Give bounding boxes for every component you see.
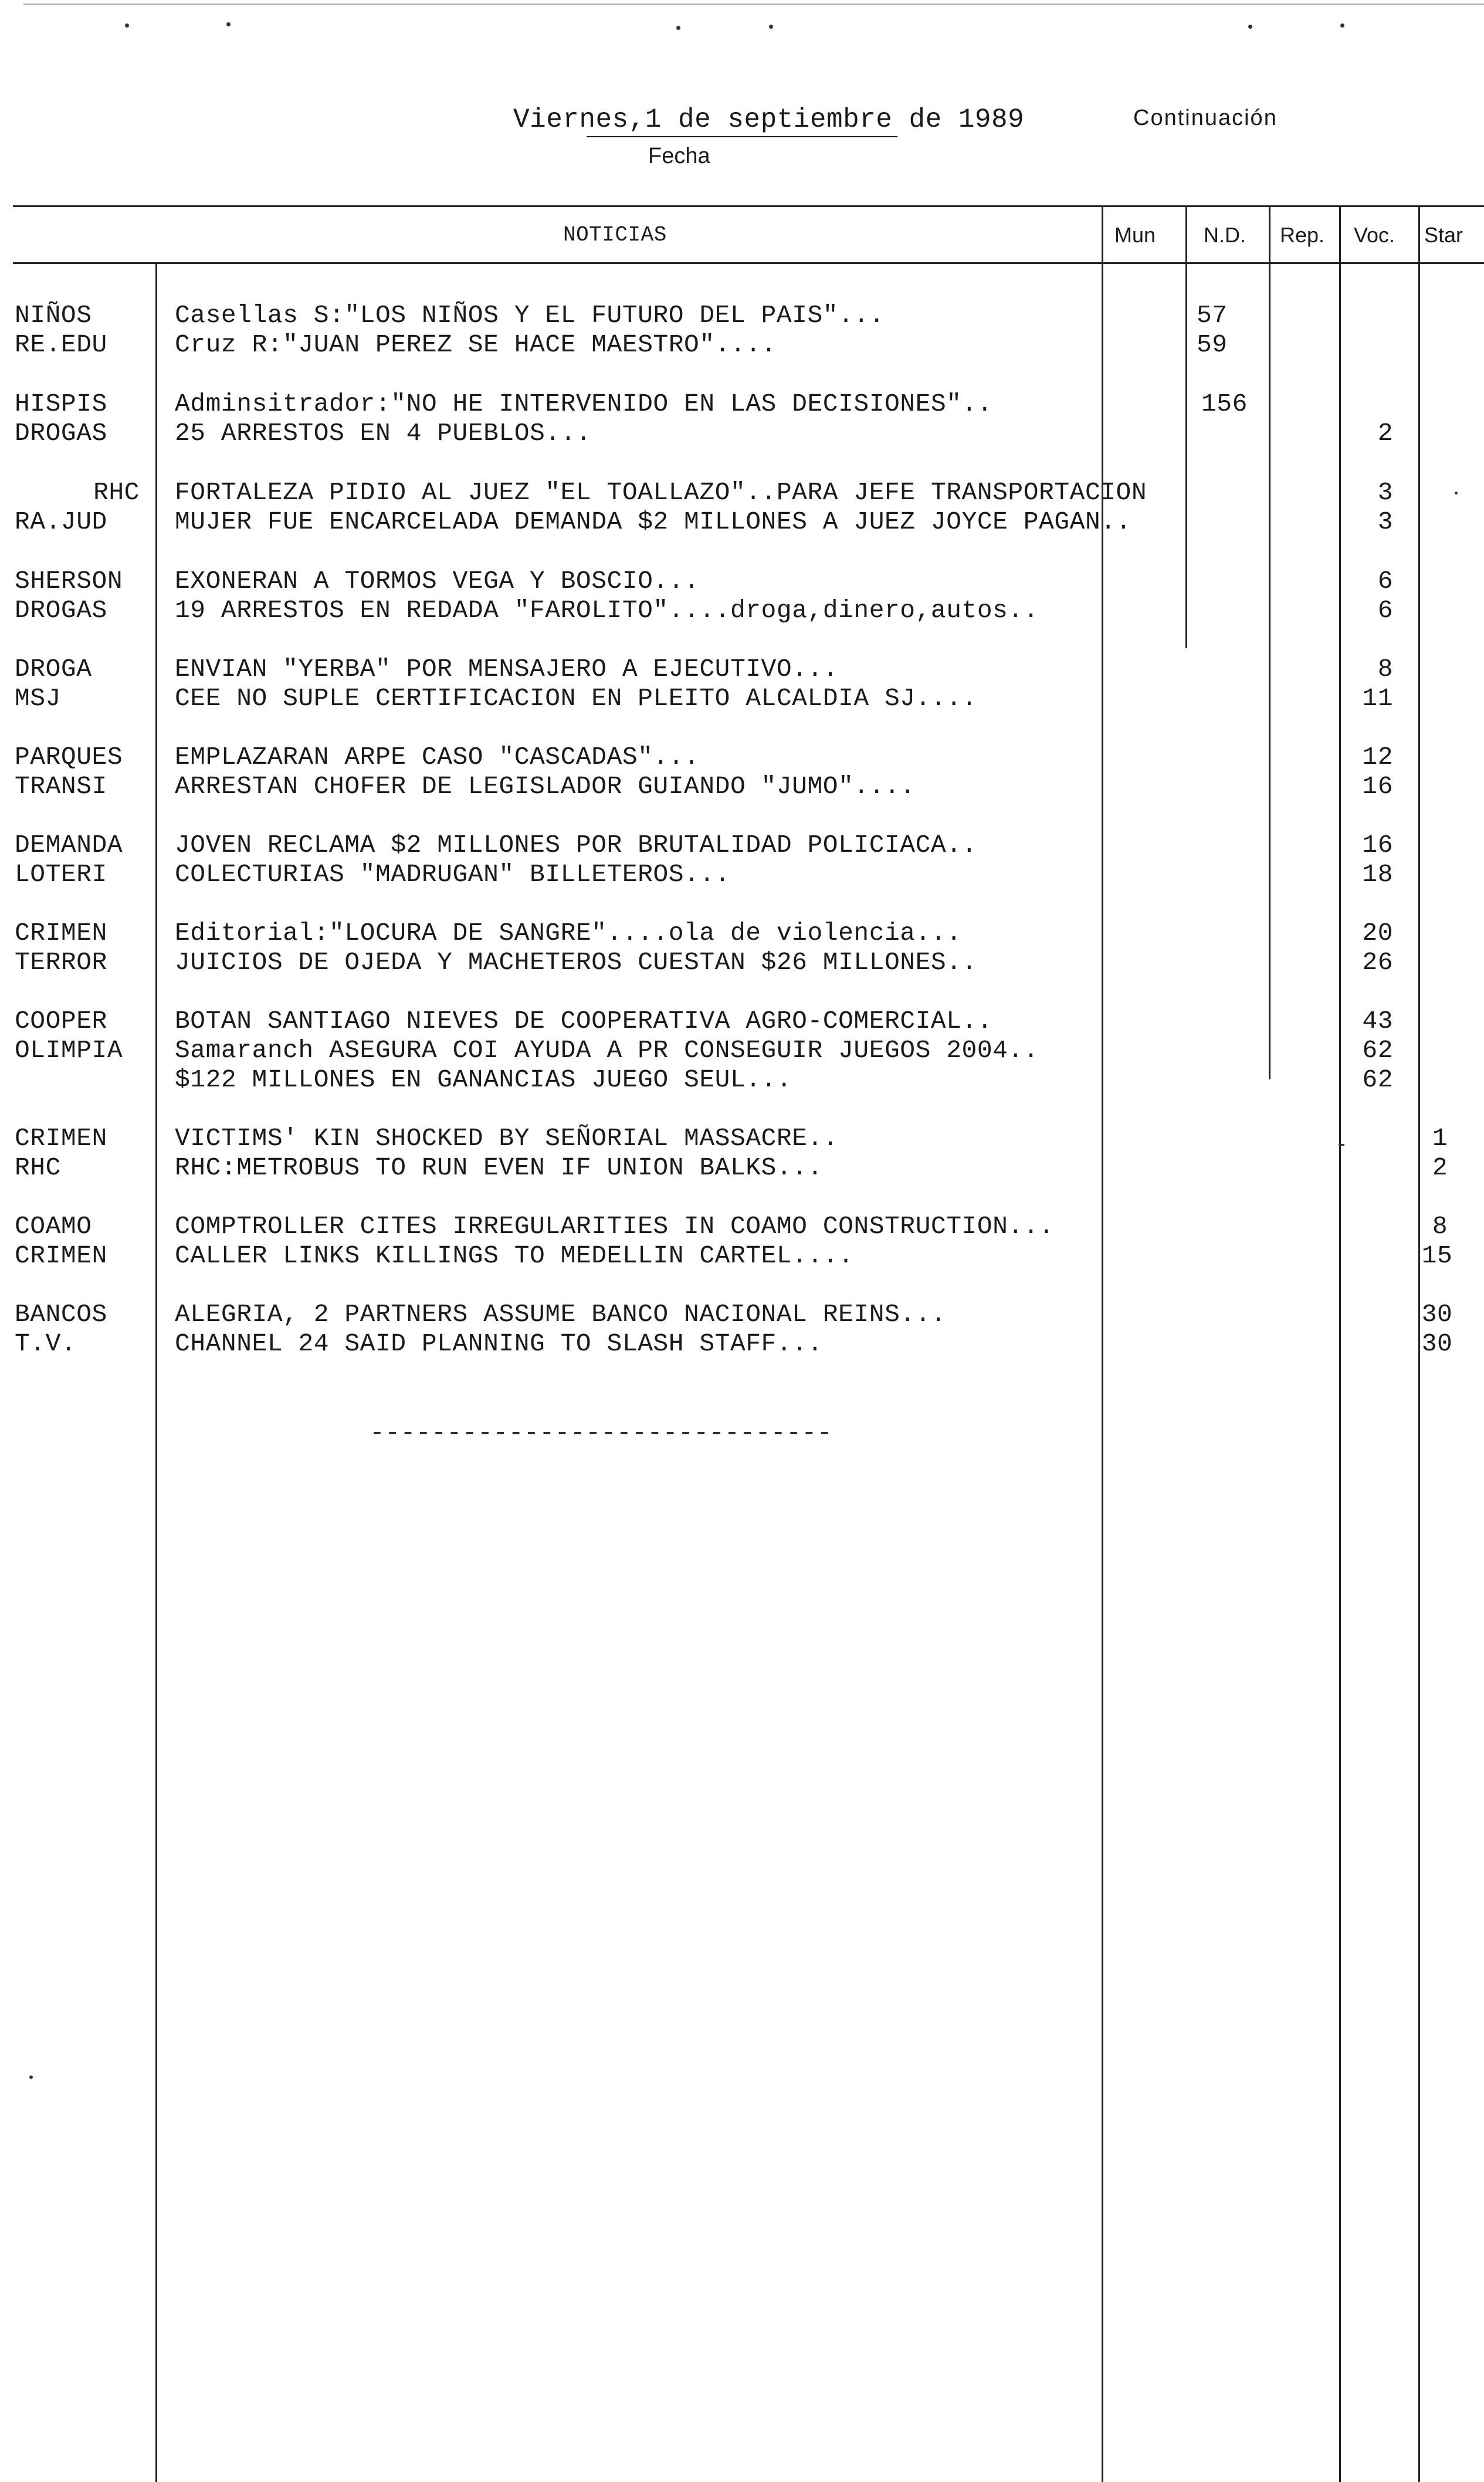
row-headline: Samaranch ASEGURA COI AYUDA A PR CONSEGUIR JUEGOS 2004..	[175, 1036, 1039, 1065]
row-nd-count: 57	[1197, 301, 1228, 330]
row-headline: VICTIMS' KIN SHOCKED BY SEÑORIAL MASSACRE..	[175, 1124, 839, 1153]
scan-mark	[676, 26, 680, 30]
header-rep: Rep.	[1280, 223, 1325, 247]
row-headline: $122 MILLONES EN GANANCIAS JUEGO SEUL...	[175, 1065, 792, 1094]
row-headline: ALEGRIA, 2 PARTNERS ASSUME BANCO NACIONAL REINS...	[175, 1300, 947, 1329]
row-headline: MUJER FUE ENCARCELADA DEMANDA $2 MILLONES A JUEZ JOYCE PAGAN..	[175, 507, 1131, 536]
row-voc-count: 2	[1377, 419, 1393, 448]
rep-divider-left	[1269, 205, 1270, 1079]
scan-mark	[769, 25, 773, 29]
row-headline: BOTAN SANTIAGO NIEVES DE COOPERATIVA AGRO-COMERCIAL..	[175, 1007, 993, 1035]
row-category: TERROR	[15, 948, 107, 977]
row-star-count: 2	[1432, 1153, 1448, 1182]
row-category: T.V.	[15, 1329, 77, 1358]
row-category: CRIMEN	[15, 1124, 107, 1153]
row-headline: 19 ARRESTOS EN REDADA "FAROLITO"....droga,dinero,autos..	[175, 596, 1039, 625]
row-category: SHERSON	[15, 567, 123, 595]
row-headline: CALLER LINKS KILLINGS TO MEDELLIN CARTEL....	[175, 1241, 854, 1270]
row-star-count: 30	[1421, 1300, 1453, 1329]
row-category: CRIMEN	[15, 1241, 107, 1270]
row-voc-count: 12	[1362, 743, 1393, 771]
row-category: HISPIS	[15, 390, 107, 418]
table-header-rule	[13, 262, 1484, 264]
date-underline	[587, 136, 897, 137]
table-top-rule	[13, 205, 1484, 207]
row-headline: COLECTURIAS "MADRUGAN" BILLETEROS...	[175, 860, 730, 889]
row-headline: Editorial:"LOCURA DE SANGRE"....ola de violencia...	[175, 919, 962, 947]
row-category: OLIMPIA	[15, 1036, 123, 1065]
row-headline: Casellas S:"LOS NIÑOS Y EL FUTURO DEL PAIS"...	[175, 301, 885, 330]
row-category: RHC	[93, 478, 140, 507]
row-category: NIÑOS	[15, 301, 92, 330]
row-voc-count: 20	[1362, 919, 1393, 947]
row-headline: ENVIAN "YERBA" POR MENSAJERO A EJECUTIVO...	[175, 655, 839, 683]
row-voc-count: 62	[1362, 1036, 1393, 1065]
category-divider	[155, 262, 157, 2482]
row-category: RE.EDU	[15, 330, 107, 359]
scan-mark	[1339, 1144, 1344, 1146]
mun-divider-left	[1102, 205, 1103, 2482]
row-star-count: 30	[1421, 1329, 1453, 1358]
voc-divider-left	[1339, 205, 1341, 2482]
row-category: RA.JUD	[15, 507, 107, 536]
scan-mark	[226, 22, 231, 26]
header-mun: Mun	[1114, 223, 1156, 247]
row-star-count: 15	[1421, 1241, 1453, 1270]
date-label: Fecha	[648, 144, 710, 168]
row-nd-count: 156	[1201, 390, 1248, 418]
row-category: COAMO	[15, 1212, 92, 1241]
header-nd: N.D.	[1204, 223, 1246, 247]
row-category: LOTERI	[15, 860, 107, 889]
continuation-label: Continuación	[1133, 106, 1278, 130]
row-voc-count: 16	[1362, 772, 1393, 801]
row-headline: COMPTROLLER CITES IRREGULARITIES IN COAMO CONSTRUCTION...	[175, 1212, 1055, 1241]
row-voc-count: 6	[1377, 596, 1393, 625]
row-voc-count: 62	[1362, 1065, 1393, 1094]
scan-mark	[1455, 492, 1458, 495]
row-headline: RHC:METROBUS TO RUN EVEN IF UNION BALKS...	[175, 1153, 823, 1182]
row-voc-count: 3	[1377, 507, 1393, 536]
row-star-count: 1	[1432, 1124, 1448, 1153]
row-voc-count: 6	[1377, 567, 1393, 595]
row-headline: CEE NO SUPLE CERTIFICACION EN PLEITO ALCALDIA SJ....	[175, 684, 977, 713]
row-voc-count: 8	[1377, 655, 1393, 683]
row-voc-count: 3	[1377, 478, 1393, 507]
row-headline: Adminsitrador:"NO HE INTERVENIDO EN LAS DECISIONES"..	[175, 390, 993, 418]
header-noticias: NOTICIAS	[563, 223, 667, 247]
row-headline: EXONERAN A TORMOS VEGA Y BOSCIO...	[175, 567, 700, 595]
row-category: TRANSI	[15, 772, 107, 801]
row-headline: CHANNEL 24 SAID PLANNING TO SLASH STAFF...	[175, 1329, 823, 1358]
footer-dash-rule: ------------------------------	[370, 1418, 833, 1447]
row-category: MSJ	[15, 684, 61, 713]
nd-divider-left	[1185, 205, 1187, 648]
row-category: CRIMEN	[15, 919, 107, 947]
row-category: PARQUES	[15, 743, 123, 771]
row-voc-count: 43	[1362, 1007, 1393, 1035]
scan-mark	[1248, 25, 1252, 29]
row-category: DEMANDA	[15, 831, 123, 859]
row-voc-count: 26	[1362, 948, 1393, 977]
row-category: DROGA	[15, 655, 92, 683]
header-voc: Voc.	[1354, 223, 1395, 247]
row-star-count: 8	[1432, 1212, 1448, 1241]
row-category: DROGAS	[15, 596, 107, 625]
row-headline: 25 ARRESTOS EN 4 PUEBLOS...	[175, 419, 592, 448]
row-headline: Cruz R:"JUAN PEREZ SE HACE MAESTRO"....	[175, 330, 777, 359]
row-category: BANCOS	[15, 1300, 107, 1329]
row-headline: JOVEN RECLAMA $2 MILLONES POR BRUTALIDAD POLICIACA..	[175, 831, 977, 859]
row-headline: FORTALEZA PIDIO AL JUEZ "EL TOALLAZO"..PARA JEFE TRANSPORTACION	[175, 478, 1147, 507]
row-category: COOPER	[15, 1007, 107, 1035]
row-voc-count: 16	[1362, 831, 1393, 859]
row-category: DROGAS	[15, 419, 107, 448]
row-category: RHC	[15, 1153, 61, 1182]
row-voc-count: 11	[1362, 684, 1393, 713]
header-star: Star	[1424, 223, 1463, 247]
scan-mark	[1340, 23, 1344, 28]
row-nd-count: 59	[1197, 330, 1228, 359]
row-headline: ARRESTAN CHOFER DE LEGISLADOR GUIANDO "JUMO"....	[175, 772, 916, 801]
date-heading: Viernes,1 de septiembre de 1989	[513, 104, 1025, 135]
row-voc-count: 18	[1362, 860, 1393, 889]
scan-mark	[29, 2075, 33, 2079]
top-edge-rule	[23, 4, 1484, 5]
row-headline: EMPLAZARAN ARPE CASO "CASCADAS"...	[175, 743, 700, 771]
row-headline: JUICIOS DE OJEDA Y MACHETEROS CUESTAN $26 MILLONES..	[175, 948, 977, 977]
scan-mark	[125, 23, 129, 28]
